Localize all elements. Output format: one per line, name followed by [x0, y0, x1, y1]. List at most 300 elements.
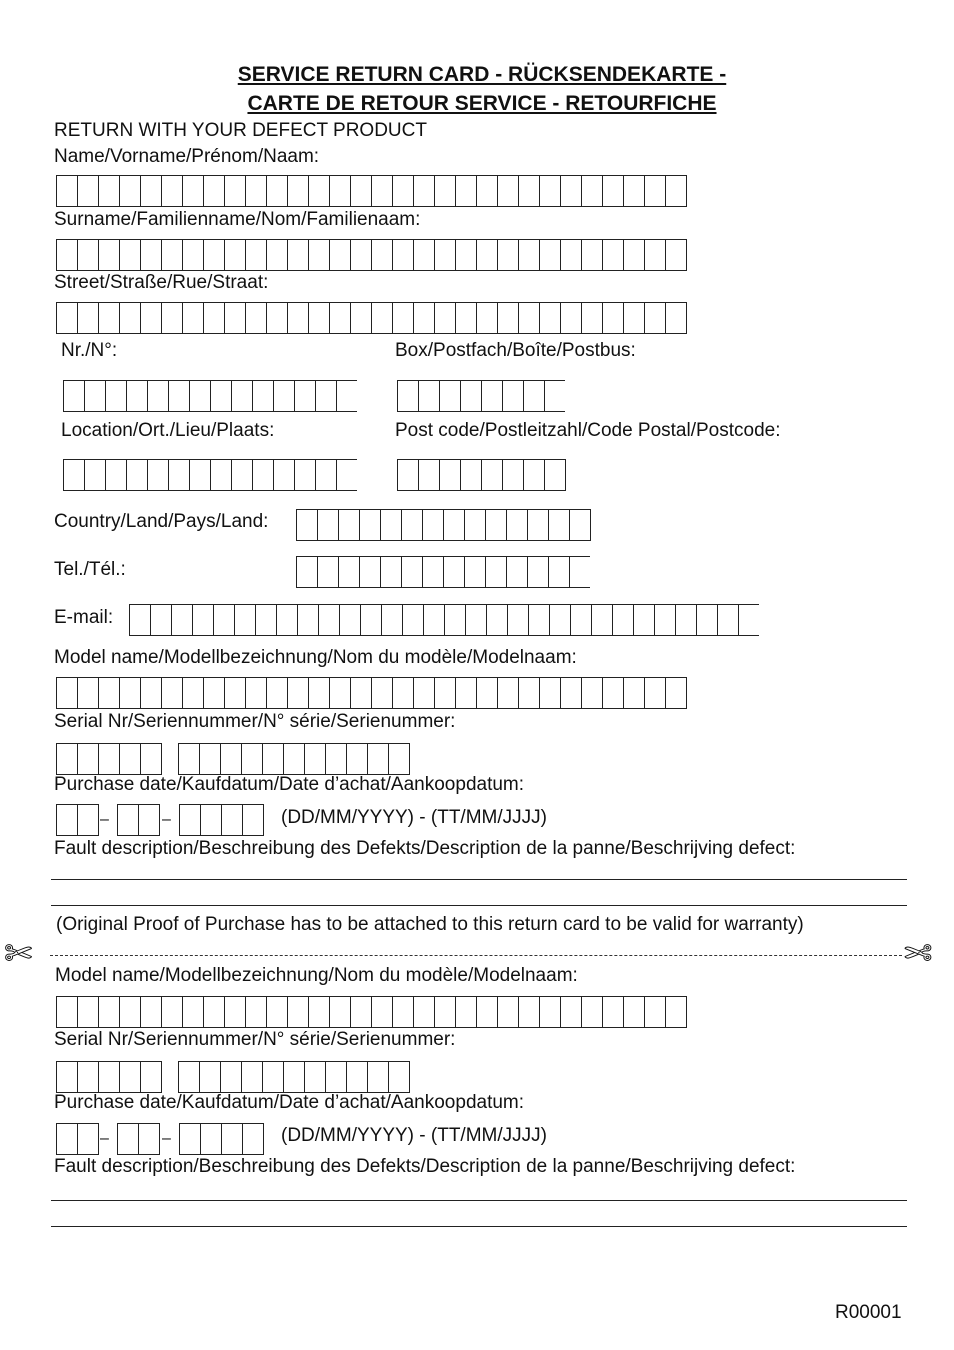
char-box[interactable] — [434, 677, 455, 709]
char-box[interactable] — [644, 996, 665, 1028]
char-box[interactable] — [138, 1123, 160, 1155]
char-box[interactable] — [77, 1061, 98, 1093]
char-box[interactable] — [266, 302, 287, 334]
char-box[interactable] — [569, 509, 591, 541]
char-box[interactable] — [392, 302, 413, 334]
char-box[interactable] — [539, 175, 560, 207]
char-box[interactable] — [105, 381, 126, 412]
char-box[interactable] — [523, 459, 544, 491]
char-box[interactable] — [371, 175, 392, 207]
char-box[interactable] — [192, 605, 213, 636]
char-box[interactable] — [168, 381, 189, 412]
char-box[interactable] — [77, 239, 98, 271]
char-box[interactable] — [481, 381, 502, 412]
char-box[interactable] — [308, 677, 329, 709]
char-box[interactable] — [56, 996, 77, 1028]
char-box[interactable] — [84, 381, 105, 412]
char-box[interactable] — [497, 996, 518, 1028]
char-box[interactable] — [56, 1061, 77, 1093]
char-box[interactable] — [182, 996, 203, 1028]
char-box[interactable] — [346, 1061, 367, 1093]
char-box[interactable] — [287, 239, 308, 271]
model-field[interactable] — [56, 677, 687, 709]
char-box[interactable] — [221, 804, 242, 836]
char-box[interactable] — [255, 605, 276, 636]
char-box[interactable] — [476, 996, 497, 1028]
char-box[interactable] — [644, 677, 665, 709]
char-box[interactable] — [276, 605, 297, 636]
char-box[interactable] — [304, 1061, 325, 1093]
char-box[interactable] — [350, 677, 371, 709]
char-box[interactable] — [213, 605, 234, 636]
char-box[interactable] — [401, 557, 422, 588]
char-box[interactable] — [539, 996, 560, 1028]
char-box[interactable] — [581, 239, 602, 271]
char-box[interactable] — [539, 239, 560, 271]
char-box[interactable] — [560, 996, 581, 1028]
char-box[interactable] — [77, 1123, 99, 1155]
char-box[interactable] — [497, 239, 518, 271]
model-field-copy[interactable] — [56, 996, 687, 1028]
char-box[interactable] — [147, 460, 168, 491]
char-box[interactable] — [506, 509, 527, 541]
serial-prefix-field[interactable] — [56, 743, 162, 775]
char-box[interactable] — [199, 1061, 220, 1093]
char-box[interactable] — [266, 175, 287, 207]
char-box[interactable] — [245, 175, 266, 207]
char-box[interactable] — [623, 996, 644, 1028]
char-box[interactable] — [77, 804, 99, 836]
char-box[interactable] — [633, 605, 654, 636]
char-box[interactable] — [224, 996, 245, 1028]
char-box[interactable] — [371, 239, 392, 271]
char-box[interactable] — [548, 509, 569, 541]
char-box[interactable] — [443, 557, 464, 588]
purchase-month-field-copy[interactable] — [117, 1123, 160, 1155]
char-box[interactable] — [329, 175, 350, 207]
char-box[interactable] — [381, 605, 402, 636]
char-box[interactable] — [119, 1061, 140, 1093]
char-box[interactable] — [210, 381, 231, 412]
char-box[interactable] — [388, 743, 410, 775]
char-box[interactable] — [287, 677, 308, 709]
char-box[interactable] — [56, 239, 77, 271]
char-box[interactable] — [581, 996, 602, 1028]
char-box[interactable] — [350, 996, 371, 1028]
char-box[interactable] — [644, 302, 665, 334]
char-box[interactable] — [528, 605, 549, 636]
char-box[interactable] — [126, 381, 147, 412]
char-box[interactable] — [464, 509, 485, 541]
char-box[interactable] — [287, 996, 308, 1028]
char-box[interactable] — [544, 381, 565, 412]
char-box[interactable] — [497, 677, 518, 709]
char-box[interactable] — [623, 677, 644, 709]
name-field[interactable] — [56, 175, 687, 207]
char-box[interactable] — [283, 1061, 304, 1093]
char-box[interactable] — [98, 743, 119, 775]
char-box[interactable] — [77, 677, 98, 709]
char-box[interactable] — [241, 743, 262, 775]
char-box[interactable] — [485, 509, 506, 541]
char-box[interactable] — [262, 1061, 283, 1093]
char-box[interactable] — [182, 677, 203, 709]
char-box[interactable] — [507, 605, 528, 636]
char-box[interactable] — [252, 381, 273, 412]
char-box[interactable] — [371, 677, 392, 709]
char-box[interactable] — [297, 605, 318, 636]
char-box[interactable] — [199, 743, 220, 775]
char-box[interactable] — [245, 239, 266, 271]
char-box[interactable] — [602, 175, 623, 207]
char-box[interactable] — [224, 175, 245, 207]
street-field[interactable] — [56, 302, 687, 334]
char-box[interactable] — [56, 1123, 77, 1155]
char-box[interactable] — [308, 175, 329, 207]
country-field[interactable] — [296, 509, 591, 541]
char-box[interactable] — [560, 302, 581, 334]
char-box[interactable] — [266, 996, 287, 1028]
char-box[interactable] — [518, 175, 539, 207]
email-field[interactable] — [129, 604, 759, 637]
char-box[interactable] — [418, 381, 439, 412]
char-box[interactable] — [63, 460, 84, 491]
char-box[interactable] — [359, 509, 380, 541]
char-box[interactable] — [182, 175, 203, 207]
char-box[interactable] — [245, 302, 266, 334]
char-box[interactable] — [98, 677, 119, 709]
char-box[interactable] — [413, 239, 434, 271]
char-box[interactable] — [252, 460, 273, 491]
char-box[interactable] — [140, 175, 161, 207]
char-box[interactable] — [464, 557, 485, 588]
char-box[interactable] — [367, 1061, 388, 1093]
char-box[interactable] — [392, 175, 413, 207]
char-box[interactable] — [241, 1061, 262, 1093]
tel-field[interactable] — [296, 556, 590, 589]
char-box[interactable] — [518, 677, 539, 709]
char-box[interactable] — [178, 1061, 199, 1093]
char-box[interactable] — [171, 605, 192, 636]
char-box[interactable] — [549, 605, 570, 636]
char-box[interactable] — [140, 743, 162, 775]
char-box[interactable] — [665, 677, 687, 709]
char-box[interactable] — [178, 743, 199, 775]
char-box[interactable] — [518, 996, 539, 1028]
char-box[interactable] — [360, 605, 381, 636]
char-box[interactable] — [147, 381, 168, 412]
char-box[interactable] — [224, 302, 245, 334]
char-box[interactable] — [560, 239, 581, 271]
char-box[interactable] — [485, 557, 506, 588]
char-box[interactable] — [98, 175, 119, 207]
char-box[interactable] — [422, 557, 443, 588]
char-box[interactable] — [266, 677, 287, 709]
char-box[interactable] — [119, 239, 140, 271]
char-box[interactable] — [371, 302, 392, 334]
char-box[interactable] — [119, 996, 140, 1028]
char-box[interactable] — [623, 175, 644, 207]
purchase-year-field-copy[interactable] — [179, 1123, 264, 1155]
char-box[interactable] — [602, 239, 623, 271]
nr-field[interactable] — [63, 380, 357, 413]
char-box[interactable] — [161, 996, 182, 1028]
char-box[interactable] — [717, 605, 738, 636]
char-box[interactable] — [455, 302, 476, 334]
char-box[interactable] — [434, 996, 455, 1028]
char-box[interactable] — [77, 302, 98, 334]
location-field[interactable] — [63, 459, 357, 492]
char-box[interactable] — [506, 557, 527, 588]
char-box[interactable] — [318, 605, 339, 636]
char-box[interactable] — [455, 239, 476, 271]
char-box[interactable] — [581, 302, 602, 334]
char-box[interactable] — [423, 605, 444, 636]
char-box[interactable] — [612, 605, 633, 636]
char-box[interactable] — [548, 557, 569, 588]
char-box[interactable] — [439, 459, 460, 491]
char-box[interactable] — [138, 804, 160, 836]
char-box[interactable] — [388, 1061, 410, 1093]
fault-line-1[interactable] — [51, 879, 907, 880]
char-box[interactable] — [126, 460, 147, 491]
char-box[interactable] — [315, 460, 336, 491]
char-box[interactable] — [644, 239, 665, 271]
char-box[interactable] — [63, 381, 84, 412]
char-box[interactable] — [308, 996, 329, 1028]
char-box[interactable] — [119, 302, 140, 334]
char-box[interactable] — [367, 743, 388, 775]
char-box[interactable] — [696, 605, 717, 636]
char-box[interactable] — [665, 175, 687, 207]
char-box[interactable] — [182, 239, 203, 271]
char-box[interactable] — [539, 677, 560, 709]
char-box[interactable] — [502, 381, 523, 412]
char-box[interactable] — [401, 509, 422, 541]
char-box[interactable] — [308, 239, 329, 271]
char-box[interactable] — [200, 804, 221, 836]
char-box[interactable] — [77, 175, 98, 207]
char-box[interactable] — [161, 175, 182, 207]
char-box[interactable] — [392, 677, 413, 709]
serial-number-field-copy[interactable] — [178, 1061, 410, 1093]
char-box[interactable] — [179, 1123, 200, 1155]
char-box[interactable] — [602, 996, 623, 1028]
char-box[interactable] — [273, 381, 294, 412]
char-box[interactable] — [602, 302, 623, 334]
char-box[interactable] — [220, 743, 241, 775]
char-box[interactable] — [560, 677, 581, 709]
char-box[interactable] — [359, 557, 380, 588]
char-box[interactable] — [591, 605, 612, 636]
char-box[interactable] — [527, 509, 548, 541]
char-box[interactable] — [413, 677, 434, 709]
char-box[interactable] — [654, 605, 675, 636]
char-box[interactable] — [738, 605, 759, 636]
char-box[interactable] — [294, 460, 315, 491]
char-box[interactable] — [117, 1123, 138, 1155]
char-box[interactable] — [380, 509, 401, 541]
char-box[interactable] — [560, 175, 581, 207]
char-box[interactable] — [203, 996, 224, 1028]
char-box[interactable] — [544, 459, 566, 491]
char-box[interactable] — [497, 175, 518, 207]
char-box[interactable] — [168, 460, 189, 491]
char-box[interactable] — [56, 743, 77, 775]
serial-number-field[interactable] — [178, 743, 410, 775]
char-box[interactable] — [77, 743, 98, 775]
char-box[interactable] — [242, 1123, 264, 1155]
char-box[interactable] — [623, 302, 644, 334]
char-box[interactable] — [119, 677, 140, 709]
purchase-month-field[interactable] — [117, 804, 160, 836]
char-box[interactable] — [77, 996, 98, 1028]
char-box[interactable] — [161, 239, 182, 271]
char-box[interactable] — [523, 381, 544, 412]
char-box[interactable] — [439, 381, 460, 412]
char-box[interactable] — [455, 175, 476, 207]
char-box[interactable] — [231, 460, 252, 491]
char-box[interactable] — [346, 743, 367, 775]
char-box[interactable] — [665, 996, 687, 1028]
char-box[interactable] — [397, 459, 418, 491]
char-box[interactable] — [602, 677, 623, 709]
char-box[interactable] — [402, 605, 423, 636]
char-box[interactable] — [283, 743, 304, 775]
char-box[interactable] — [224, 239, 245, 271]
char-box[interactable] — [371, 996, 392, 1028]
char-box[interactable] — [140, 677, 161, 709]
char-box[interactable] — [644, 175, 665, 207]
char-box[interactable] — [481, 459, 502, 491]
char-box[interactable] — [56, 302, 77, 334]
char-box[interactable] — [161, 677, 182, 709]
char-box[interactable] — [119, 743, 140, 775]
char-box[interactable] — [443, 509, 464, 541]
purchase-day-field-copy[interactable] — [56, 1123, 99, 1155]
char-box[interactable] — [329, 677, 350, 709]
char-box[interactable] — [189, 381, 210, 412]
char-box[interactable] — [308, 302, 329, 334]
char-box[interactable] — [476, 175, 497, 207]
char-box[interactable] — [189, 460, 210, 491]
char-box[interactable] — [329, 996, 350, 1028]
char-box[interactable] — [182, 302, 203, 334]
char-box[interactable] — [392, 996, 413, 1028]
char-box[interactable] — [140, 1061, 162, 1093]
char-box[interactable] — [338, 509, 359, 541]
char-box[interactable] — [527, 557, 548, 588]
char-box[interactable] — [623, 239, 644, 271]
char-box[interactable] — [98, 302, 119, 334]
char-box[interactable] — [665, 239, 687, 271]
char-box[interactable] — [221, 1123, 242, 1155]
char-box[interactable] — [518, 302, 539, 334]
char-box[interactable] — [98, 239, 119, 271]
char-box[interactable] — [224, 677, 245, 709]
char-box[interactable] — [444, 605, 465, 636]
char-box[interactable] — [117, 804, 138, 836]
fault-line-2[interactable] — [51, 905, 907, 906]
char-box[interactable] — [56, 175, 77, 207]
char-box[interactable] — [502, 459, 523, 491]
char-box[interactable] — [105, 460, 126, 491]
char-box[interactable] — [287, 302, 308, 334]
char-box[interactable] — [220, 1061, 241, 1093]
char-box[interactable] — [242, 804, 264, 836]
char-box[interactable] — [497, 302, 518, 334]
postcode-field[interactable] — [397, 459, 566, 491]
char-box[interactable] — [486, 605, 507, 636]
serial-prefix-field-copy[interactable] — [56, 1061, 162, 1093]
char-box[interactable] — [518, 239, 539, 271]
char-box[interactable] — [84, 460, 105, 491]
char-box[interactable] — [539, 302, 560, 334]
char-box[interactable] — [56, 804, 77, 836]
char-box[interactable] — [203, 677, 224, 709]
char-box[interactable] — [304, 743, 325, 775]
char-box[interactable] — [339, 605, 360, 636]
char-box[interactable] — [325, 1061, 346, 1093]
char-box[interactable] — [287, 175, 308, 207]
char-box[interactable] — [56, 677, 77, 709]
char-box[interactable] — [262, 743, 283, 775]
char-box[interactable] — [317, 509, 338, 541]
char-box[interactable] — [296, 509, 317, 541]
char-box[interactable] — [325, 743, 346, 775]
char-box[interactable] — [476, 302, 497, 334]
char-box[interactable] — [350, 175, 371, 207]
char-box[interactable] — [296, 557, 317, 588]
char-box[interactable] — [338, 557, 359, 588]
char-box[interactable] — [231, 381, 252, 412]
char-box[interactable] — [245, 996, 266, 1028]
char-box[interactable] — [665, 302, 687, 334]
char-box[interactable] — [203, 175, 224, 207]
char-box[interactable] — [465, 605, 486, 636]
surname-field[interactable] — [56, 239, 687, 271]
purchase-year-field[interactable] — [179, 804, 264, 836]
char-box[interactable] — [434, 302, 455, 334]
char-box[interactable] — [460, 459, 481, 491]
char-box[interactable] — [98, 996, 119, 1028]
char-box[interactable] — [392, 239, 413, 271]
char-box[interactable] — [210, 460, 231, 491]
char-box[interactable] — [161, 302, 182, 334]
char-box[interactable] — [336, 460, 357, 491]
char-box[interactable] — [98, 1061, 119, 1093]
char-box[interactable] — [273, 460, 294, 491]
char-box[interactable] — [140, 302, 161, 334]
char-box[interactable] — [569, 557, 590, 588]
char-box[interactable] — [434, 175, 455, 207]
char-box[interactable] — [570, 605, 591, 636]
char-box[interactable] — [179, 804, 200, 836]
char-box[interactable] — [455, 677, 476, 709]
char-box[interactable] — [413, 175, 434, 207]
char-box[interactable] — [675, 605, 696, 636]
purchase-day-field[interactable] — [56, 804, 99, 836]
char-box[interactable] — [315, 381, 336, 412]
char-box[interactable] — [294, 381, 315, 412]
char-box[interactable] — [200, 1123, 221, 1155]
char-box[interactable] — [329, 302, 350, 334]
char-box[interactable] — [234, 605, 255, 636]
char-box[interactable] — [397, 381, 418, 412]
char-box[interactable] — [317, 557, 338, 588]
char-box[interactable] — [336, 381, 357, 412]
char-box[interactable] — [350, 302, 371, 334]
